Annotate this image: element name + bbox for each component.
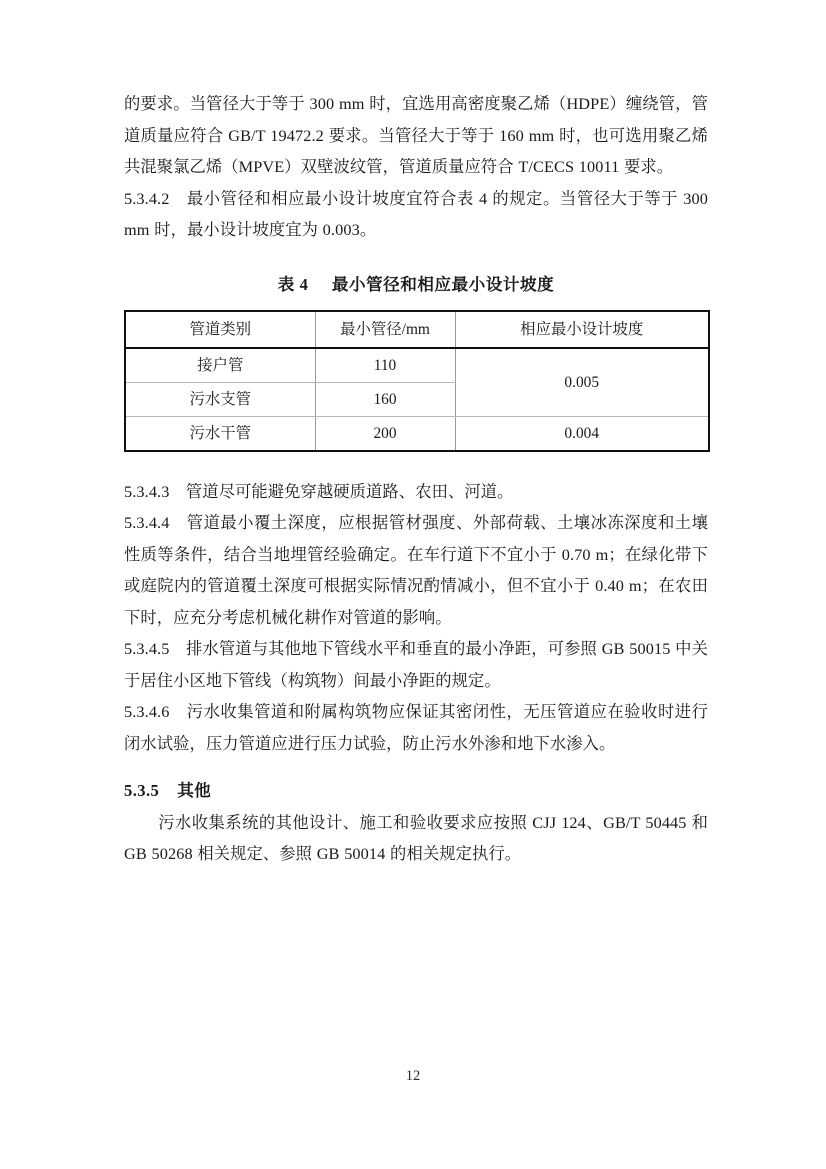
page-number: 12 bbox=[405, 1068, 421, 1084]
table-row bbox=[125, 348, 709, 383]
cell-pipe-type: 接户管 bbox=[125, 348, 315, 383]
section-heading-number: 5.3.5 bbox=[124, 781, 160, 800]
paragraph-5-3-4-6: 5.3.4.6 污水收集管道和附属构筑物应保证其密闭性，无压管道应在验收时进行闭水试验，压力管道应进行压力试验，防止污水外渗和地下水渗入。 bbox=[124, 702, 708, 753]
table-header-min-diameter: 最小管径/mm bbox=[315, 311, 455, 348]
cell-min-slope-merged: 0.005 bbox=[455, 348, 709, 417]
table-head bbox=[125, 311, 709, 348]
min-diameter-slope-table bbox=[124, 310, 710, 452]
table-caption-label: 表 4 bbox=[277, 274, 309, 294]
paragraph-5-3-4-5: 5.3.4.5 排水管道与其他地下管线水平和垂直的最小净距，可参照 GB 50015 中关于居住小区地下管线（构筑物）间最小净距的规定。 bbox=[124, 639, 708, 690]
page-content bbox=[124, 88, 708, 870]
paragraph-continued: 的要求。当管径大于等于 300 mm 时，宜选用高密度聚乙烯（HDPE）缠绕管，管道质量应符合 GB/T 19472.2 要求。当管径大于等于 160 mm 时，也可选用聚乙烯共混聚氯乙烯（MPVE）双壁波纹管，管道质量应符合 T/CECS 10011 要求。 bbox=[124, 94, 708, 176]
section-heading-title: 其他 bbox=[177, 781, 212, 800]
cell-pipe-type: 污水支管 bbox=[125, 382, 315, 416]
table-header-min-slope: 相应最小设计坡度 bbox=[455, 311, 709, 348]
paragraph-closing: 污水收集系统的其他设计、施工和验收要求应按照 CJJ 124、GB/T 50445 和 GB 50268 相关规定、参照 GB 50014 的相关规定执行。 bbox=[124, 812, 708, 863]
cell-min-diameter: 110 bbox=[315, 348, 455, 383]
cell-min-slope: 0.004 bbox=[455, 416, 709, 451]
table-body bbox=[125, 348, 709, 451]
cell-min-diameter: 200 bbox=[315, 416, 455, 451]
cell-min-diameter: 160 bbox=[315, 382, 455, 416]
section-heading-5-3-5 bbox=[124, 775, 708, 807]
table-row bbox=[125, 416, 709, 451]
table-header-row bbox=[125, 311, 709, 348]
table-caption bbox=[124, 272, 708, 298]
paragraph-5-3-4-3: 5.3.4.3 管道尽可能避免穿越硬质道路、农田、河道。 bbox=[124, 481, 514, 501]
table-caption-title: 最小管径和相应最小设计坡度 bbox=[331, 274, 555, 294]
table-header-pipe-type: 管道类别 bbox=[125, 311, 315, 348]
cell-pipe-type: 污水干管 bbox=[125, 416, 315, 451]
paragraph-5-3-4-2: 5.3.4.2 最小管径和相应最小设计坡度宜符合表 4 的规定。当管径大于等于 300 mm 时，最小设计坡度宜为 0.003。 bbox=[124, 188, 708, 239]
paragraph-5-3-4-4: 5.3.4.4 管道最小覆土深度，应根据管材强度、外部荷载、土壤冰冻深度和土壤性质等条件，结合当地埋管经验确定。在车行道下不宜小于 0.70 m；在绿化带下或庭院内的管道覆土深度可根据实际情况酌情减小，但不宜小于 0.40 m；在农田下时，应充分考虑机械化耕作对管道的影响。 bbox=[124, 513, 708, 627]
